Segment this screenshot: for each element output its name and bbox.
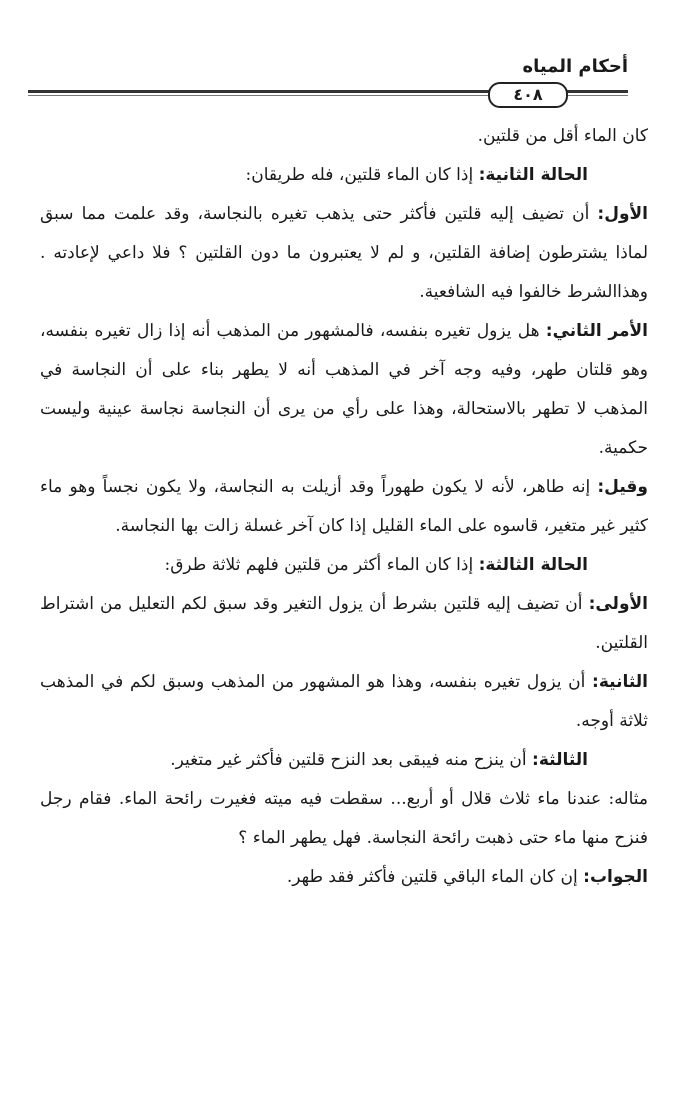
paragraph-text: مثاله: عندنا ماء ثلاث قلال أو أربع... سقطت فيه ميته فغيرت رائحة الماء. فقام رجل فنزح منها ماء حتى ذهبت رائحة النجاسة. فهل يطهر الماء ؟ [40, 789, 648, 848]
paragraph [40, 117, 648, 156]
paragraph [40, 663, 648, 741]
paragraph-text: إذا كان الماء قلتين، فله طريقان: [245, 165, 479, 185]
paragraph-text: أن تضيف إليه قلتين فأكثر حتى يذهب تغيره بالنجاسة، وقد علمت مما سبق لماذا يشترطون إضافة القلتين، و لم لا يعتبرون ما دون القلتين ؟ فلا داعي لإعادته . وهذاالشرط خالفوا فيه الشافعية. [40, 204, 648, 302]
paragraph [40, 741, 648, 780]
paragraph [40, 780, 648, 858]
paragraph [40, 468, 648, 546]
paragraph-text: أن ينزح منه فيبقى بعد النزح قلتين فأكثر غير متغير. [170, 750, 533, 770]
paragraph-label: الحالة الثالثة: [478, 555, 588, 575]
running-title: أحكام المياه [522, 56, 628, 77]
paragraph-text: أن تضيف إليه قلتين بشرط أن يزول التغير وقد سبق لكم التعليل من اشتراط القلتين. [40, 594, 648, 653]
paragraph-label: الأمر الثاني: [545, 321, 649, 341]
paragraph-label: الأولى: [588, 594, 648, 614]
paragraph-label: الحالة الثانية: [478, 165, 588, 185]
paragraph-text: كان الماء أقل من قلتين. [477, 126, 648, 146]
paragraph [40, 156, 648, 195]
paragraph-label: وقيل: [597, 477, 648, 497]
page-number: ٤٠٨ [488, 82, 568, 108]
paragraph-text: أن يزول تغيره بنفسه، وهذا هو المشهور من المذهب وسبق لكم في المذهب ثلاثة أوجه. [40, 672, 648, 731]
paragraph [40, 312, 648, 468]
paragraph [40, 195, 648, 312]
page-header [28, 56, 628, 106]
paragraph-text: هل يزول تغيره بنفسه، فالمشهور من المذهب أنه إذا زال تغيره بنفسه، وهو قلتان طهر، وفيه وجه آخر في المذهب أنه لا يطهر بناء على أن النجاسة في المذهب لا تطهر بالاستحالة، وهذا على رأي من يرى أن النجاسة نجاسة عينية وليست حكمية. [40, 321, 648, 458]
paragraph-label: الأول: [597, 204, 648, 224]
page-body [40, 117, 648, 897]
paragraph-label: الجواب: [583, 867, 648, 887]
paragraph-text: إنه طاهر، لأنه لا يكون طهوراً وقد أزيلت به النجاسة، ولا يكون نجساً وهو ماء كثير غير متغير، قاسوه على الماء القليل إذا كان آخر غسلة زالت بها النجاسة. [40, 477, 648, 536]
paragraph [40, 858, 648, 897]
paragraph [40, 546, 648, 585]
paragraph [40, 585, 648, 663]
paragraph-label: الثالثة: [532, 750, 588, 770]
paragraph-text: إن كان الماء الباقي قلتين فأكثر فقد طهر. [286, 867, 584, 887]
paragraph-label: الثانية: [592, 672, 648, 692]
paragraph-text: إذا كان الماء أكثر من قلتين فلهم ثلاثة طرق: [164, 555, 479, 575]
